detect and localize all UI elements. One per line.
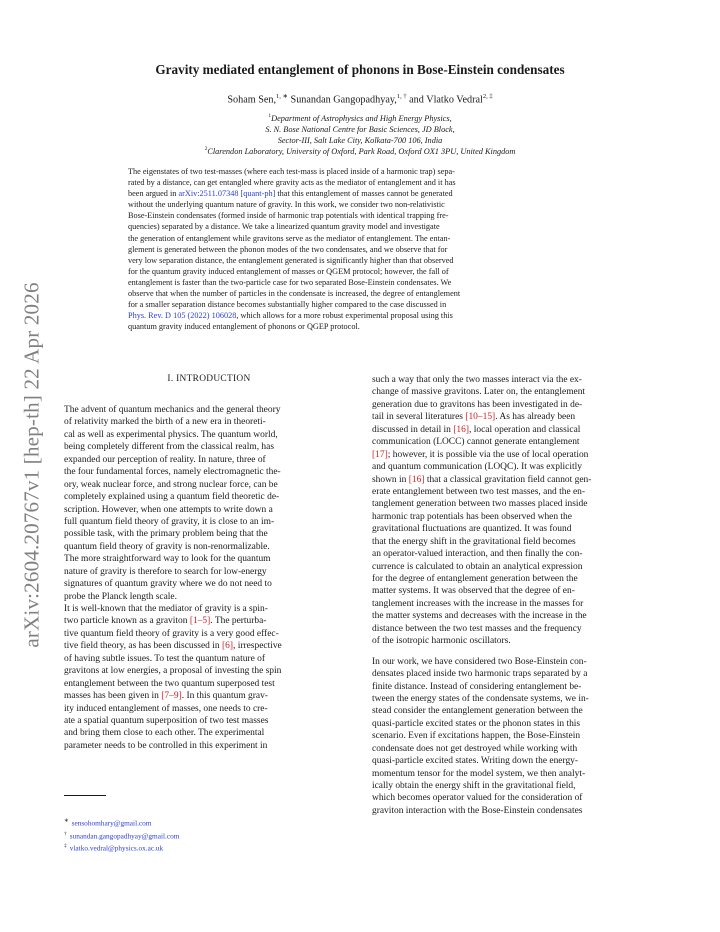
author-marks: 2, ‡ <box>482 93 493 100</box>
affiliation-2: $^2$Clarendon Laboratory, University of Oxford, Park Road, Oxford OX1 3PU, United Kingdom <box>204 146 516 156</box>
citation-link[interactable]: [16] <box>453 424 470 435</box>
email-link[interactable]: vlatko.vedral@physics.ox.ac.uk <box>69 843 164 853</box>
author-marks: 1, ∗ <box>276 93 288 100</box>
arxiv-link[interactable]: arXiv:2511.07348 [quant-ph] <box>178 189 276 199</box>
arxiv-identifier-stamp: arXiv:2604.20767v1 [hep-th] 22 Apr 2026 <box>19 282 44 648</box>
footnotes: ∗ sensohomhary@gmail.com † sunandan.gangopadhyay@gmail.com ‡ vlatko.vedral@physics.ox.ac.uk <box>64 818 180 853</box>
abstract: The eigenstates of two test-masses (where each test-mass is placed inside of a harmonic trap) sepa- rated by a distance, can get entangled where gravity acts as the mediator of entanglement and it has been argued in arXiv:2511.07348 [quant-ph] that this entanglement of masses cannot be generated without the underlying quantum nature of gravity. In this work, we consider two non-relativistic Bose-Einstein condensates (formed inside of harmonic trap potentials with identical trapping fre- quencies) separated by a distance. We take a linearized quantum gravity model and investigate the generation of entanglement while gravitons serve as the mediator of entanglement. The entan- glement is generated between the phonon modes of the two condensates, and we observe that for very low separation distance, the entanglement generated is significantly higher than that observed for the quantum gravity induced entanglement of masses or QGEM protocol; however, the fall of entanglement is faster than the two-particle case for two separated Bose-Einstein condensates. We observe that when the number of particles in the condensate is increased, the degree of entanglement for a smaller separation distance becomes substantially higher compared to the case discussed in Phys. Rev. D 105 (2022) 106028, which allows for a more robust experimental proposal using this quantum gravity induced entanglement of phonons or QGEP protocol. <box>128 167 461 332</box>
affiliation-1: $^1$Department of Astrophysics and High Energy Physics, S. N. Bose National Centre for Basic Sciences, JD Block, Sector-III, Salt Lake City, Kolkata-700 106, India <box>265 113 455 145</box>
paper-title: Gravity mediated entanglement of phonons in Bose-Einstein condensates <box>155 62 565 77</box>
citation-link[interactable]: [16] <box>408 474 425 485</box>
footnote-divider <box>64 795 106 796</box>
author-name: Soham Sen, <box>227 94 277 106</box>
citation-link[interactable]: [17] <box>372 449 388 460</box>
citation-link[interactable]: [6] <box>221 641 233 652</box>
citation-link[interactable]: [7–9] <box>161 691 182 702</box>
author-name: and Vlatko Vedral <box>409 94 483 106</box>
author-name: Sunandan Gangopadhyay, <box>290 94 397 106</box>
author-list <box>0 92 720 105</box>
right-column: such a way that only the two masses interact via the ex- change of massive gravitons. Later on, the entanglement generation due to gravitons has been investigated in de- tail in several literatures [10–15]. As has already been discussed in detail in [16], local operation and classical communication (LOCC) cannot generate entanglement [17]; however, it is possible via the use of local operation and quantum communication (LOQC). It was explicitly shown in [16] that a classical gravitation field cannot gen- erate entanglement between two test masses, and the en- tanglement generation between two masses placed inside harmonic trap potentials has been observed when the gravitational fluctuations are quantized. It was found that the energy shift in the gravitational field becomes an operator-valued interaction, and then finally the con- currence is calculated to obtain an analytical expression for the degree of entanglement generation between the matter systems. It was observed that the degree of en- tanglement increases with the increase in the masses for the matter systems and decreases with the increase in the distance between the two test masses and the frequency of the isotropic harmonic oscillators. In our work, we have considered two Bose-Einstein con- densates placed inside two harmonic traps separated by a finite distance. Instead of considering entanglement be- tween the energy states of the condensate systems, we in- stead consider the entanglement generation between the quasi-particle excited states or the phonon states in this scenario. Even if excitations happen, the Bose-Einstein condensate does not get destroyed while working with quasi-particle excited states. Writing down the energy- momentum tensor for the model system, we then analyt- ically obtain the energy shift in the gravitational field, which becomes operator valued for the consideration of graviton interaction with the Bose-Einstein condensates <box>372 375 592 816</box>
email-link[interactable]: sunandan.gangopadhyay@gmail.com <box>69 831 180 841</box>
section-heading: I. INTRODUCTION <box>167 374 251 384</box>
email-link[interactable]: sensohomhary@gmail.com <box>71 818 152 828</box>
left-column: The advent of quantum mechanics and the general theory of relativity marked the birth of a new era in theoreti- cal as well as experimental physics. The quantum world, being completely different from the classical realm, has expanded our perception of reality. In nature, three of the four fundamental forces, namely electromagnetic the- ory, weak nuclear force, and strong nuclear force, can be completely explained using a quantum field theoretic de- scription. However, when one attempts to write down a full quantum field theory of gravity, it is close to an im- possible task, with the primary problem being that the quantum field theory of gravity is non-renormalizable. The more straightforward way to look for the quantum nature of gravity is therefore to search for low-energy signatures of quantum gravity where we do not need to probe the Planck length scale. It is well-known that the mediator of gravity is a spin- two particle known as a graviton [1–5]. The perturba- tive quantum field theory of gravity is a very good effec- tive field theory, as has been discussed in [6], irrespective of having subtle issues. To test the quantum nature of gravitons at low energies, a proposal of investing the spin entanglement between the two quantum superposed test masses has been given in [7–9]. In this quantum grav- ity induced entanglement of masses, one needs to cre- ate a spatial quantum superposition of two test masses and bring them close to each other. The experimental parameter needs to be controlled in this experiment in <box>64 405 282 751</box>
citation-link[interactable]: [1–5] <box>189 616 211 627</box>
author-marks: 1, † <box>396 93 407 100</box>
citation-link[interactable]: [10–15] <box>465 412 496 423</box>
journal-link[interactable]: Phys. Rev. D 105 (2022) 106028 <box>128 311 237 321</box>
